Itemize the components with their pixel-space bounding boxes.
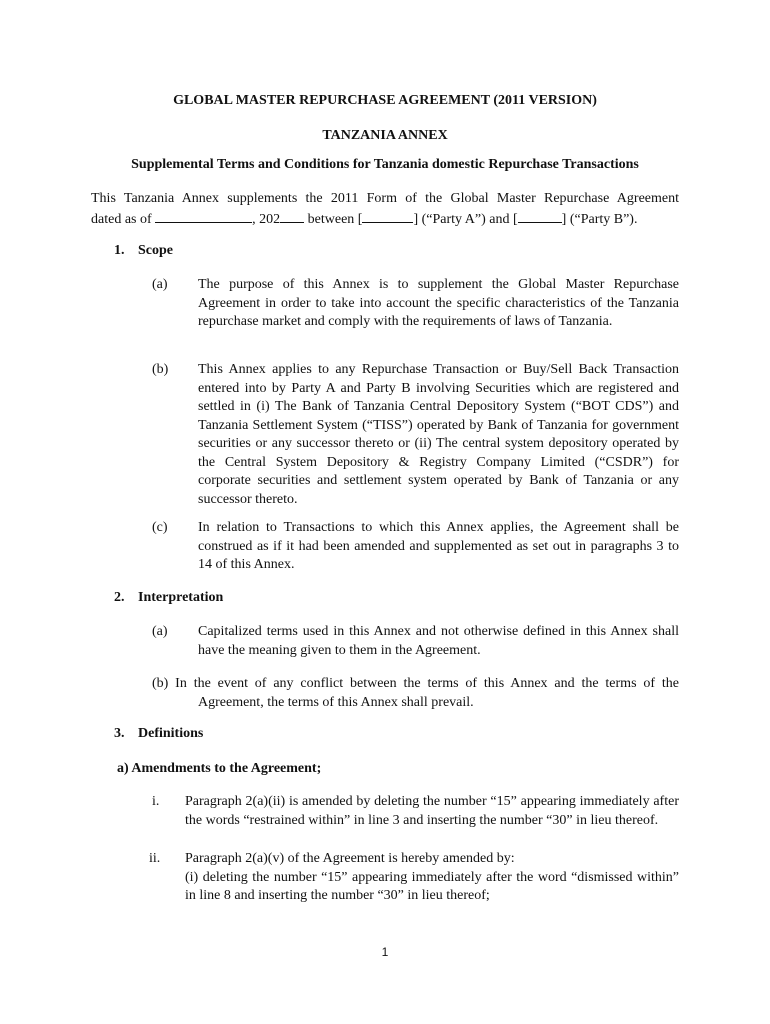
item-text-continued: (i) deleting the number “15” appearing immediately after the word “dismissed within” in line 8 and inserting the number “30” in lieu thereof;: [185, 869, 679, 903]
amendment-item-ii: [149, 850, 679, 906]
item-text: Paragraph 2(a)(ii) is amended by deleting the number “15” appearing immediately after the words “restrained within” in line 3 and inserting the number “30” in lieu thereof.: [185, 794, 679, 828]
item-text-line: Paragraph 2(a)(v) of the Agreement is hereby amended by:: [185, 851, 515, 866]
intro-line-2: [91, 209, 679, 230]
section-number: 3.: [114, 726, 125, 741]
section-heading-scope: [114, 243, 173, 259]
item-label: (c): [152, 520, 168, 535]
intro-party-a: ] (“Party A”) and [: [413, 211, 518, 227]
section-heading-interpretation: [114, 590, 223, 606]
item-label: i.: [152, 794, 160, 809]
interpretation-item-b: [152, 675, 679, 713]
intro-party-b: ] (“Party B”).: [561, 211, 638, 227]
scope-item-b: [152, 361, 679, 511]
year-blank: [280, 209, 304, 223]
amendments-subheading: a) Amendments to the Agreement;: [117, 761, 322, 776]
item-text: In relation to Transactions to which this Annex applies, the Agreement shall be construed as if it had been amended and supplemented as set out in paragraphs 3 to 14 of this Annex.: [198, 520, 679, 572]
scope-item-c: [152, 519, 679, 575]
item-text: This Annex applies to any Repurchase Transaction or Buy/Sell Back Transaction entered into by Party A and Party B involving Securities which are registered and settled in (i) The Bank of Tanzania Central Depository System (“BOT CDS”) and Tanzania Settlement System (“TISS”) operated by Bank of Tanzania for government securities or any successor thereto or (ii) The central system depository operated by the Central System Depository & Registry Company Limited (“CSDR”) for corporate securities and settlement system operated by Bank of Tanzania or any successor thereto.: [198, 362, 679, 507]
page-number: 1: [381, 945, 389, 959]
item-label: (a): [152, 624, 168, 639]
date-blank: [155, 209, 252, 223]
amendment-item-i: [152, 793, 679, 849]
annex-title: TANZANIA ANNEX: [322, 128, 448, 143]
intro-year-prefix: , 202: [252, 211, 281, 227]
party-a-blank: [362, 209, 413, 223]
section-title: Definitions: [138, 726, 204, 741]
item-label: (a): [152, 277, 168, 292]
section-number: 2.: [114, 590, 125, 605]
item-text-line: (b) In the event of any conflict between the terms of this Annex and the terms of the Agreement, the terms of this Annex shall prevail.: [152, 676, 679, 710]
item-label: (b): [152, 362, 169, 377]
document-subtitle: Supplemental Terms and Conditions for Tanzania domestic Repurchase Transactions: [131, 157, 639, 172]
section-heading-definitions: [114, 726, 203, 742]
document-title: GLOBAL MASTER REPURCHASE AGREEMENT (2011 VERSION): [173, 93, 597, 108]
item-text: [185, 850, 679, 906]
item-text: The purpose of this Annex is to supplement the Global Master Repurchase Agreement in order to take into account the specific characteristics of the Tanzania repurchase market and comply with the requirements of laws of Tanzania.: [198, 277, 679, 329]
intro-paragraph: [91, 190, 679, 229]
intro-line-1: This Tanzania Annex supplements the 2011 Form of the Global Master Repurchase Agreement: [91, 191, 679, 206]
interpretation-item-a: [152, 623, 679, 661]
item-text: Capitalized terms used in this Annex and not otherwise defined in this Annex shall have the meaning given to them in the Agreement.: [198, 624, 679, 658]
section-number: 1.: [114, 243, 125, 258]
item-text: [152, 675, 679, 712]
section-title: Interpretation: [138, 590, 224, 605]
intro-dated-as-of: dated as of: [91, 211, 156, 227]
item-label: ii.: [149, 851, 161, 866]
party-b-blank: [518, 209, 562, 223]
section-title: Scope: [138, 243, 173, 258]
scope-item-a: [152, 276, 679, 351]
intro-between: between [: [304, 211, 363, 227]
